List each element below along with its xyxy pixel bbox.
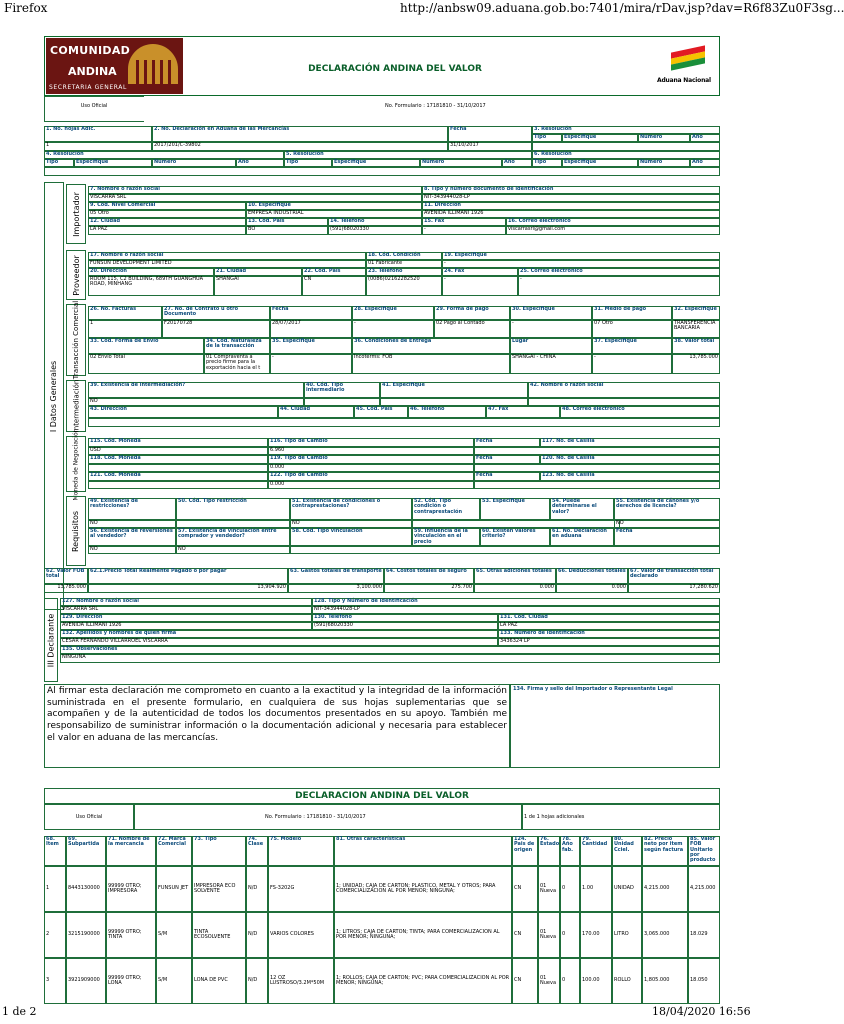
meta-row (44, 96, 720, 122)
items-cell: 1 (44, 866, 66, 912)
items-header-cell: 69. Subpartida (66, 836, 106, 866)
items-cell: 3215190000 (66, 912, 106, 958)
items-cell: 99999 OTRO; LONA (106, 958, 156, 1004)
items-cell: S/M (156, 912, 192, 958)
band-moneda: Moneda de Negociación (66, 436, 86, 492)
items-header-cell: 124. Pais de origen (512, 836, 538, 866)
items-header-cell: 85. Valor FOB Unitario por producto (688, 836, 720, 866)
form-header (44, 36, 720, 96)
band-transaccion: Transacción Comercial (66, 304, 86, 376)
page-indicator: 1 de 2 (2, 1005, 37, 1018)
page2-title: DECLARACION ANDINA DEL VALOR (44, 788, 720, 804)
items-cell: 1.00 (580, 866, 612, 912)
band-intermediacion: Intermediación (66, 380, 86, 432)
section-transaccion: 26. No. Facturas 27. No. de Contrato u otro Documento Fecha 28. Especifique 29. Forma de pago 30. Especifique 31. Medio de pago 32. Especifique 1 F20170728 28/07/2017 - 02 Pago al Contado - 07 Otro TRANSFERENCIA BANCARIA 33. Cód. Forma de Envío 34. Cód. Naturaleza de la transacción 35. Especifique 36. Condiciones de Entrega Lugar 37. Especifique 38. Valor total 02 Envío Total 01 Compraventa a precio firme para la exportación hacia el t - Incoterms: FOB SHANGAI - CHINA - 13,785.000 (88, 306, 720, 376)
section-totales: 62. Valor FOB total 62.1.Precio Total Realmente Pagado o por pagar 63. Gastos totales de transporte 64. Costos totales de seguro 65. Otras adiciones totales 66. Deducciones totales 67. Valor de transacción total declarado 13,785.000 13,904.920 3,100.000 275.700 0.000 0.000 17,280.620 (44, 568, 720, 596)
declaration-statement: Al firmar esta declaración me comprometo en cuanto a la exactitud y la integridad de la información suministrada en el presente formulario, en cualquiera de sus hojas suplementarias que se acompañen y de la autenticidad de todos los documentos presentados en su apoyo. También me responsabilizo de suministrar información o la documentación adicional y necesaria para establecer el valor en aduana de las mercancías. (44, 684, 510, 768)
comunidad-andina-logo: COMUNIDAD ANDINA SECRETARIA GENERAL (46, 38, 183, 94)
band-datos-generales: I Datos Generales (44, 182, 64, 610)
signature-box: 134. Firma y sello del Importador o Representante Legal (510, 684, 720, 768)
band-declarante: III Declarante (44, 598, 58, 682)
items-cell: LITRO (612, 912, 642, 958)
items-cell: 3921909000 (66, 958, 106, 1004)
section-proveedor: 17. Nombre o razón social 18. Cód. Condición 19. Especifique FUNSUN DEVELOPMENT LIMITED 01 Fabricante - 20. Dirección 21. Ciudad 22. Cód. País 23. Teléfono 24. Fax 25. Correo electrónico ROOM 115, C2 BUILDING, 689TH GUANGHUA ROAD, MINHANG SHANGAI CN (0086)02162282520 - - (88, 252, 720, 300)
items-cell: 01 Nueva (538, 866, 560, 912)
items-header-cell: 78. Año fab. (560, 836, 580, 866)
items-cell: FS-3202G (268, 866, 334, 912)
items-cell: 01 Nueva (538, 958, 560, 1004)
form-number: No. Formulario : 17181810 - 31/10/2017 (385, 103, 486, 109)
items-header-cell: 81. Otras características (334, 836, 512, 866)
band-importador: Importador (66, 184, 86, 244)
items-cell: 8443130000 (66, 866, 106, 912)
band-requisitos: Requisitos (66, 496, 86, 566)
items-cell: VARIOS COLORES (268, 912, 334, 958)
items-header-cell: 68. Item (44, 836, 66, 866)
items-cell: CN (512, 866, 538, 912)
items-cell: CN (512, 912, 538, 958)
page2-meta: Uso Oficial No. Formulario : 17181810 - 31/10/2017 1 de 1 hojas adicionales (44, 804, 720, 830)
items-cell: 99999 OTRO; TINTA (106, 912, 156, 958)
items-header-cell: 79. Cantidad (580, 836, 612, 866)
items-cell: CN (512, 958, 538, 1004)
items-header-cell: 82. Precio neto por item según factura (642, 836, 688, 866)
form-title: DECLARACIÓN ANDINA DEL VALOR (308, 64, 482, 74)
items-cell: ROLLO (612, 958, 642, 1004)
items-cell: 1; ROLLOS; CAJA DE CARTON; PVC; PARA COMERCIALIZACION AL POR MENOR; NINGUNA; (334, 958, 512, 1004)
items-cell: 3,065.000 (642, 912, 688, 958)
items-cell: 1; LITROS; CAJA DE CARTON; TINTA; PARA COMERCIALIZACION AL POR MENOR; NINGUNA; (334, 912, 512, 958)
section-intermediacion: 39. Existencia de intermediación? 40. Cód. Tipo intermediario 41. Especifique 42. Nombre o razón social NO 43. Dirección 44. Ciudad 45. Cód. País 46. Teléfono 47. Fax 48. Correo electrónico (88, 382, 720, 430)
items-cell: 2 (44, 912, 66, 958)
items-cell: LONA DE PVC (192, 958, 246, 1004)
items-cell: 01 Nueva (538, 912, 560, 958)
section-declaration-refs: 1. No. hojas Adic. 2. No. Declaración en Aduana de las Mercancías Fecha 3. Resolución Tipo Especifique Número Año 1 2017/201/C-39802 31/10/2017 4. Resolución 5. Resolución 6. Resolución Tipo Especifique Número Año Tipo Especifique Número Año Tipo Especifique Número Año (44, 126, 720, 178)
items-cell: 4,215.000 (642, 866, 688, 912)
page-url[interactable]: http://anbsw09.aduana.gob.bo:7401/mira/rDav.jsp?dav=R6f83Zu0F3sg... (400, 1, 844, 15)
items-cell: 12 OZ LUSTROSO/3.2M*50M (268, 958, 334, 1004)
section-importador: 7. Nombre o razón social 8. Tipo y número documento de identificación VISCARRA SRL NIT-343944028-LP 9. Cód. Nivel Comercial 10. Especifique 11. Dirección 05 Otro EMPRESA INDUSTRIAL AVENIDA ILLIMANI 1926 12. Ciudad 13. Cód. País 14. Teléfono 15. Fax 16. Correo electrónico LA PAZ BO (591)68020330 - viscarrasrl@gmail.com (88, 186, 720, 244)
items-header-cell: 80. Unidad Cciel. (612, 836, 642, 866)
items-cell: N/D (246, 912, 268, 958)
items-cell: 1,805.000 (642, 958, 688, 1004)
items-cell: 1; UNIDAD; CAJA DE CARTON; PLASTICO, METAL Y OTROS; PARA COMERCIALIZACION AL POR MENOR; NINGUNA; (334, 866, 512, 912)
items-cell: 170.00 (580, 912, 612, 958)
items-cell: 100.00 (580, 958, 612, 1004)
items-cell: N/D (246, 866, 268, 912)
declaration-form (44, 36, 720, 1006)
items-header-cell: 73. Tipo (192, 836, 246, 866)
items-cell: 18.029 (688, 912, 720, 958)
items-header-cell: 76. Estado (538, 836, 560, 866)
aduana-nacional-logo: Aduana Nacional (657, 43, 717, 91)
uso-oficial: Uso Oficial (80, 103, 108, 109)
items-cell: IMPRESORA ECO SOLVENTE (192, 866, 246, 912)
items-cell: TINTA ECOSOLVENTE (192, 912, 246, 958)
items-cell: 3 (44, 958, 66, 1004)
items-cell: 99999 OTRO; IMPRESORA (106, 866, 156, 912)
items-cell: 0 (560, 866, 580, 912)
items-cell: 18.050 (688, 958, 720, 1004)
items-cell: 0 (560, 958, 580, 1004)
section-requisitos: 49. Existencia de restricciones? 50. Cód. Tipo restricción 51. Existencia de condiciones o contraprestaciones? 52. Cód. Tipo condición o contraprestación 53. Especifique 54. Puede determinarse el valor? 55. Existencia de cánones y/o derechos de licencia? NO NO NO 56. Existencia de reversiones al vendedor? 57. Existencia de vinculación entre comprador y vendedor? 58. Cód. Tipo vinculación 59. Influencia de la vinculación en el precio 60. Existen valores criterio? 61. No. Declaración en aduana Fecha NO NO (88, 498, 720, 566)
items-table (44, 836, 720, 1006)
items-cell: FUNSUN JET (156, 866, 192, 912)
items-cell: 4,215.000 (688, 866, 720, 912)
browser-title: Firefox (4, 1, 48, 15)
items-cell: UNIDAD (612, 866, 642, 912)
items-cell: 0 (560, 912, 580, 958)
andean-arch-icon (128, 44, 178, 84)
items-cell: S/M (156, 958, 192, 1004)
section-declarante: 127. Nombre o razón social 128. Tipo y Número de identificación VISCARRA SRL NIT-343944028-LP 129. Dirección 130. Teléfono 131. Cód. Ciudad AVENIDA ILLIMANI 1926 (591)68020330 LA PAZ 132. Apellidos y nombres de quien firma 133. Número de identificación CESAR FERNANDO VILLARROEL VISCARRA 3436324 LP 135. Observaciones NINGUNA (60, 598, 720, 682)
items-header-cell: 71. Nombre de la mercancia (106, 836, 156, 866)
items-header-cell: 74. Clase (246, 836, 268, 866)
items-header-cell: 75. Modelo (268, 836, 334, 866)
items-cell: N/D (246, 958, 268, 1004)
print-timestamp: 18/04/2020 16:56 (652, 1005, 751, 1018)
band-proveedor: Proveedor (66, 250, 86, 300)
section-moneda: 115. Cód. Moneda 116. Tipo de Cambio Fecha 117. No. de Casilla USD 6.960 118. Cód. Moneda 119. Tipo de Cambio Fecha 120. No. de Casilla 0.000 121. Cód. Moneda 122. Tipo de Cambio Fecha 123. No. de Casilla 0.000 (88, 438, 720, 492)
items-header-cell: 72. Marca Comercial (156, 836, 192, 866)
